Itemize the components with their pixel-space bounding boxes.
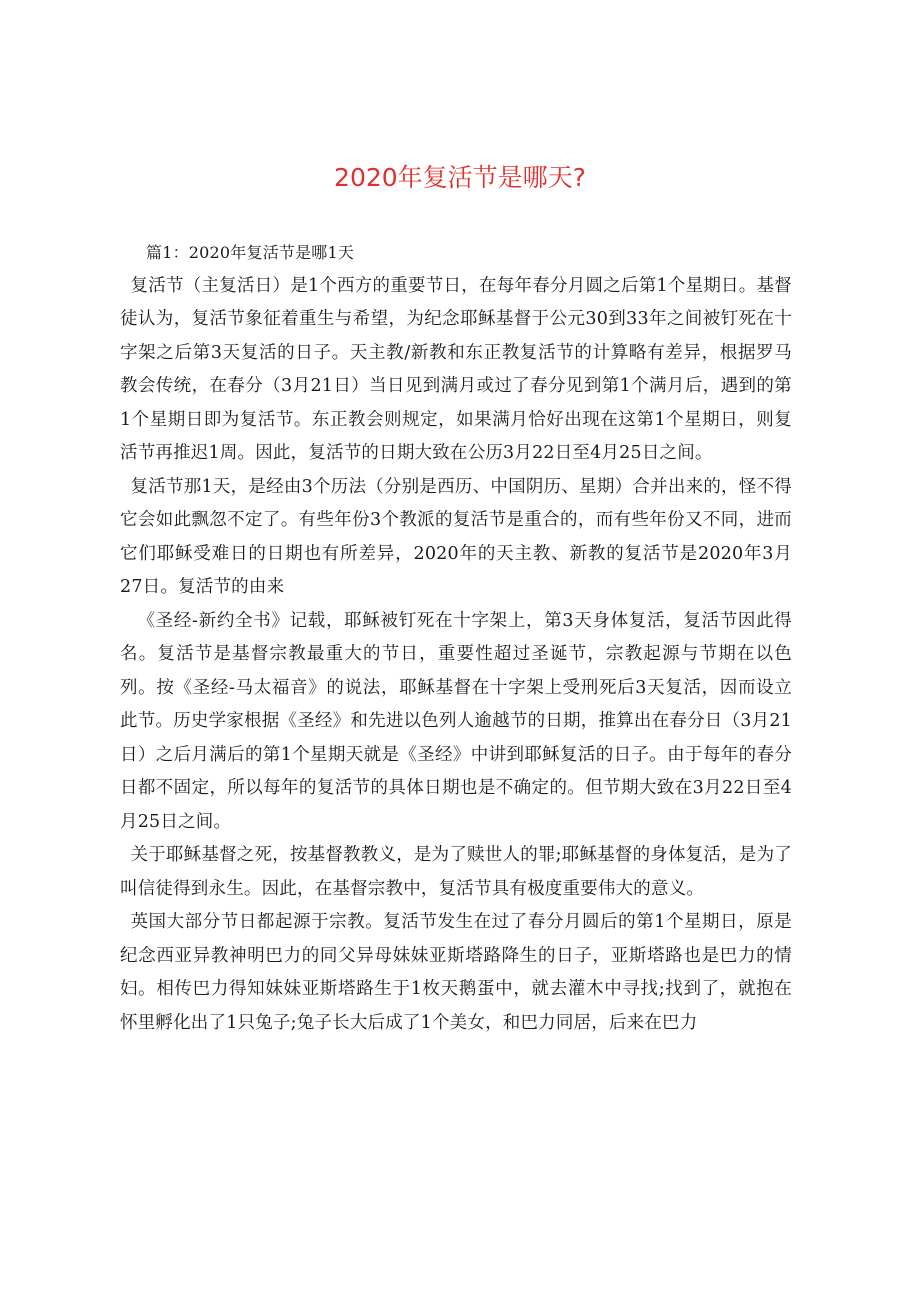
page-title: 2020年复活节是哪天?	[334, 163, 586, 192]
article-body	[120, 236, 792, 1040]
paragraph-3: 《圣经-新约全书》记载，耶稣被钉死在十字架上，第3天身体复活，复活节因此得名。复活节是基督宗教最重大的节日，重要性超过圣诞节，宗教起源与节期在以色列。按《圣经-马太福音》的说法，耶稣基督在十字架上受刑死后3天复活，因而设立此节。历史学家根据《圣经》和先进以色列人逾越节的日期，推算出在春分日（3月21日）之后月满后的第1个星期天就是《圣经》中讲到耶稣复活的日子。由于每年的春分日都不固定，所以每年的复活节的具体日期也是不确定的。但节期大致在3月22日至4月25日之间。	[120, 610, 792, 832]
paragraph-2: 复活节那1天，是经由3个历法（分别是西历、中国阴历、星期）合并出来的，怪不得它会如此飘忽不定了。有些年份3个教派的复活节是重合的，而有些年份又不同，进而它们耶稣受难日的日期也有所差异，2020年的天主教、新教的复活节是2020年3月27日。复活节的由来	[120, 476, 792, 597]
paragraph-5: 英国大部分节日都起源于宗教。复活节发生在过了春分月圆后的第1个星期日，原是纪念西亚异教神明巴力的同父异母妹妹亚斯塔路降生的日子，亚斯塔路也是巴力的情妇。相传巴力得知妹妹亚斯塔路生于1枚天鹅蛋中，就去灌木中寻找;找到了，就抱在怀里孵化出了1只兔子;兔子长大后成了1个美女，和巴力同居，后来在巴力	[120, 912, 792, 1033]
paragraph-4: 关于耶稣基督之死，按基督教教义，是为了赎世人的罪;耶稣基督的身体复活，是为了叫信徒得到永生。因此，在基督宗教中，复活节具有极度重要伟大的意义。	[120, 845, 792, 899]
section-subheading: 篇1：2020年复活节是哪1天	[146, 243, 355, 262]
paragraph-1: 复活节（主复活日）是1个西方的重要节日，在每年春分月圆之后第1个星期日。基督徒认为，复活节象征着重生与希望，为纪念耶稣基督于公元30到33年之间被钉死在十字架之后第3天复活的日子。天主教/新教和东正教复活节的计算略有差异，根据罗马教会传统，在春分（3月21日）当日见到满月或过了春分见到第1个满月后，遇到的第1个星期日即为复活节。东正教会则规定，如果满月恰好出现在这第1个星期日，则复活节再推迟1周。因此，复活节的日期大致在公历3月22日至4月25日之间。	[120, 275, 792, 463]
